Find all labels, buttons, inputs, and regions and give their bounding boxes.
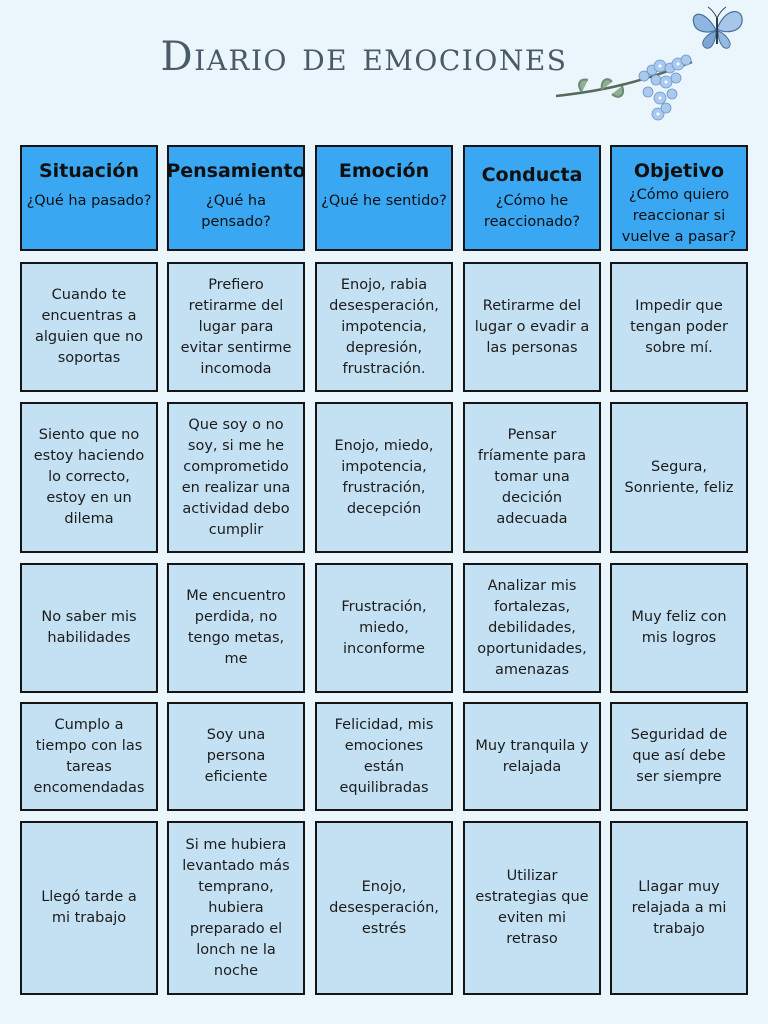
header-pensamiento — [167, 145, 305, 251]
table-cell: Muy tranquila y relajada — [463, 702, 601, 811]
header-title: Situación — [39, 160, 139, 182]
header-title: Objetivo — [633, 160, 725, 182]
table-cell: Muy feliz con mis logros — [610, 563, 748, 693]
flower-branch-icon — [552, 52, 702, 126]
table-cell: Enojo, desesperación, estrés — [315, 821, 453, 995]
table-cell: Si me hubiera levantado más temprano, hubiera preparado el lonch ne la noche — [167, 821, 305, 995]
page-title: Diario de emociones — [160, 34, 568, 80]
header-subtitle: ¿Cómo he reaccionado? — [483, 193, 581, 230]
header-subtitle: ¿Qué ha pensado? — [201, 193, 271, 230]
table-cell: Seguridad de que así debe ser siempre — [610, 702, 748, 811]
header-emocion — [315, 145, 453, 251]
table-cell: Enojo, miedo, impotencia, frustración, decepción — [315, 402, 453, 553]
header-conducta — [463, 145, 601, 251]
table-cell: Impedir que tengan poder sobre mí. — [610, 262, 748, 392]
header-title: Emoción — [338, 160, 430, 182]
header-subtitle: ¿Qué he sentido? — [321, 193, 447, 209]
table-cell: Soy una persona eficiente — [167, 702, 305, 811]
table-cell: Pensar fríamente para tomar una decición adecuada — [463, 402, 601, 553]
table-cell: Utilizar estrategias que eviten mi retraso — [463, 821, 601, 995]
butterfly-icon — [686, 4, 748, 52]
table-cell: Felicidad, mis emociones están equilibradas — [315, 702, 453, 811]
header-subtitle: ¿Cómo quiero reaccionar si vuelve a pasar? — [621, 187, 737, 245]
table-cell: Me encuentro perdida, no tengo metas, me — [167, 563, 305, 693]
table-cell: Llagar muy relajada a mi trabajo — [610, 821, 748, 995]
table-cell: Cuando te encuentras a alguien que no soportas — [20, 262, 158, 392]
table-cell: Retirarme del lugar o evadir a las personas — [463, 262, 601, 392]
table-cell: Siento que no estoy haciendo lo correcto, estoy en un dilema — [20, 402, 158, 553]
table-cell: Que soy o no soy, si me he comprometido en realizar una actividad debo cumplir — [167, 402, 305, 553]
header-objetivo — [610, 145, 748, 251]
header-subtitle: ¿Qué ha pasado? — [26, 193, 152, 209]
table-cell: Segura, Sonriente, feliz — [610, 402, 748, 553]
header-title: Conducta — [481, 164, 583, 186]
table-cell: Cumplo a tiempo con las tareas encomendadas — [20, 702, 158, 811]
table-cell: Prefiero retirarme del lugar para evitar sentirme incomoda — [167, 262, 305, 392]
table-cell: No saber mis habilidades — [20, 563, 158, 693]
header-situacion — [20, 145, 158, 251]
header-title: Pensamiento — [166, 160, 306, 182]
table-cell: Enojo, rabia desesperación, impotencia, depresión, frustración. — [315, 262, 453, 392]
table-cell: Frustración, miedo, inconforme — [315, 563, 453, 693]
table-cell: Llegó tarde a mi trabajo — [20, 821, 158, 995]
table-cell: Analizar mis fortalezas, debilidades, oportunidades, amenazas — [463, 563, 601, 693]
